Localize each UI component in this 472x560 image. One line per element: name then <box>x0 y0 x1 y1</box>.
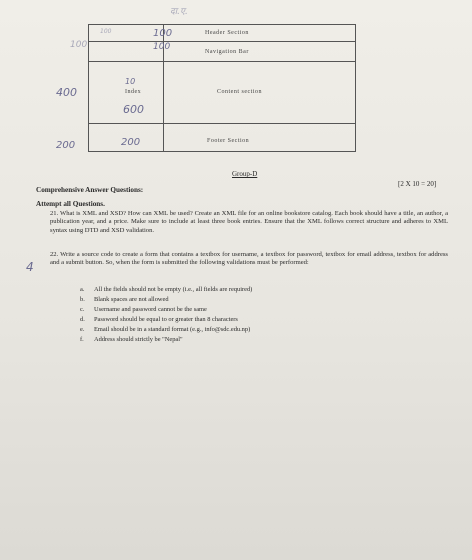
validation-item <box>80 316 238 324</box>
item-key: b. <box>80 296 85 303</box>
item-text: Email should be in a standard format (e.g., info@sdc.edu.np) <box>94 326 251 333</box>
handwritten-left-100b: 100 <box>70 40 88 50</box>
footer-divider <box>89 123 355 124</box>
index-label: Index <box>125 89 142 95</box>
navigation-bar-label: Navigation Bar <box>205 49 249 55</box>
handwritten-left-400: 400 <box>56 86 77 99</box>
question-21 <box>50 210 448 235</box>
nav-divider <box>89 61 355 62</box>
item-text: Blank spaces are not allowed <box>94 296 169 303</box>
handwritten-box-100: 100 <box>153 28 173 39</box>
question-22 <box>50 251 448 268</box>
handwritten-left-200: 200 <box>56 140 76 151</box>
content-section-label: Content section <box>217 89 262 95</box>
question-22-text: Write a source code to create a form that contains a textbox for username, a textbox for password, textbox for email address, textbox for address and a submit button. So, when the form is submitted the following validations must be performed: <box>50 251 448 267</box>
item-text: Address should strictly be "Nepal" <box>94 336 183 343</box>
header-section-label: Header Section <box>205 30 249 36</box>
footer-section-label: Footer Section <box>207 138 250 144</box>
question-21-text: What is XML and XSD? How can XML be used? Create an XML file for an online bookstore catalog. Each book should have a title, an author, a publication year, and a price. Make sure to include at least three book entries. Ensure that the XML follows correct structure and adheres to XML syntax using DTD and XSD validation. <box>50 210 448 234</box>
section-heading: Comprehensive Answer Questions: <box>36 186 144 194</box>
instruction: Attempt all Questions. <box>36 200 105 208</box>
validation-item <box>80 326 250 334</box>
item-key: d. <box>80 316 85 323</box>
validation-item <box>80 286 252 294</box>
item-key: f. <box>80 336 84 343</box>
item-text: Password should be equal to or greater than 8 characters <box>94 316 238 323</box>
item-text: All the fields should not be empty (i.e., all fields are required) <box>94 286 253 293</box>
group-heading: Group-D <box>232 170 258 178</box>
validation-item <box>80 306 207 314</box>
question-21-number: 21. <box>50 210 59 217</box>
validation-item <box>80 296 169 304</box>
header-divider <box>89 41 355 42</box>
question-22-number: 22. <box>50 251 59 258</box>
handwritten-top-scribble: दा.ए. <box>170 7 188 17</box>
validation-item <box>80 336 183 344</box>
item-key: c. <box>80 306 85 313</box>
handwritten-box-100b: 100 <box>153 42 171 52</box>
item-key: e. <box>80 326 85 333</box>
handwritten-left-100: 100 <box>100 28 112 35</box>
handwritten-box-200: 200 <box>121 137 141 148</box>
handwritten-index-mark: 10 <box>125 77 136 86</box>
item-text: Username and password cannot be the same <box>94 306 207 313</box>
handwritten-box-600: 600 <box>123 103 144 116</box>
handwritten-margin-note: 4 <box>26 260 34 274</box>
item-key: a. <box>80 286 85 293</box>
marks-label: [2 X 10 = 20] <box>398 180 437 188</box>
layout-diagram <box>88 24 356 152</box>
